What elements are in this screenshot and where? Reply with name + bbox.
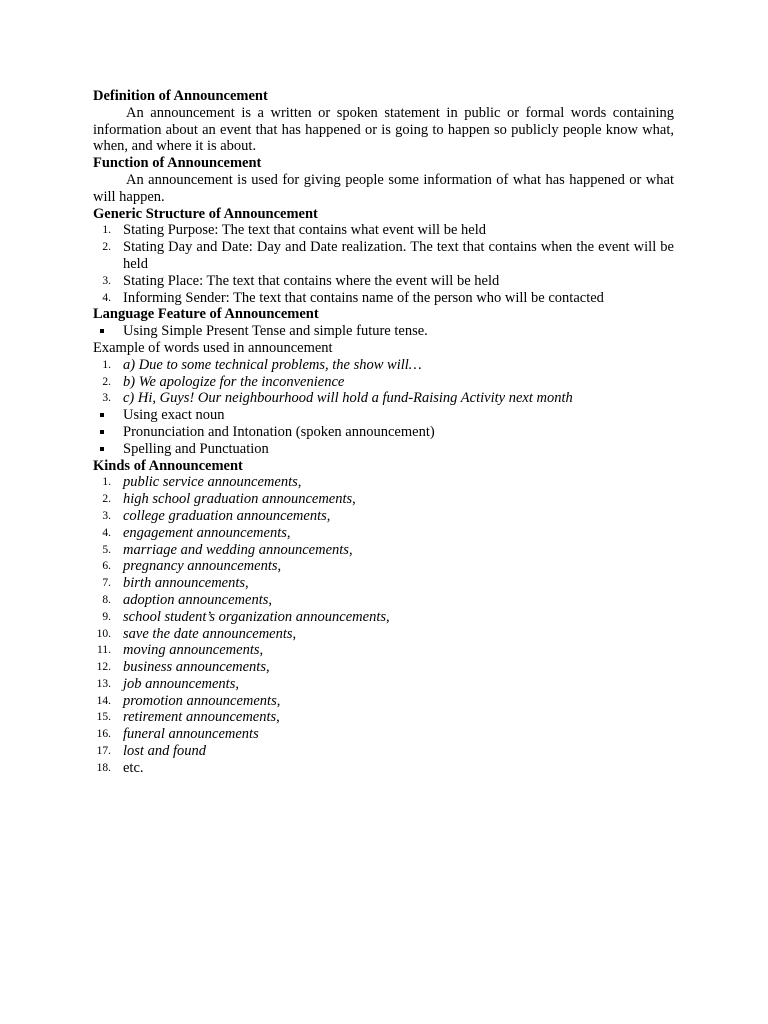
kinds-item <box>93 693 674 710</box>
kinds-item-suffix: , <box>276 692 281 709</box>
kinds-item <box>93 474 674 491</box>
kinds-item-suffix: , <box>277 558 282 575</box>
kinds-item-text: school student’s organization announcements <box>123 608 387 625</box>
language-bullet-list <box>93 323 674 340</box>
kinds-item-text: retirement announcements <box>123 709 277 726</box>
structure-item <box>93 290 674 307</box>
kinds-item-suffix: , <box>352 491 356 508</box>
kinds-item <box>93 525 674 542</box>
language-bullet-text: Spelling and Punctuation <box>123 440 269 457</box>
kinds-item-text: lost and found <box>123 743 206 760</box>
kinds-item-text: moving announcements <box>123 642 260 659</box>
structure-heading: Generic Structure of Announcement <box>93 205 318 222</box>
kinds-item-text: job announcements <box>123 675 236 692</box>
kinds-item-text: pregnancy announcements <box>123 558 278 575</box>
kinds-item-suffix: , <box>326 507 331 524</box>
language-bullet-text: Using Simple Present Tense and simple future tense. <box>123 323 428 340</box>
list-number: 9. <box>102 610 111 623</box>
kinds-item <box>93 642 674 659</box>
example-item <box>93 390 674 407</box>
kinds-item <box>93 676 674 693</box>
kinds-item-text: promotion announcements <box>123 692 277 709</box>
kinds-item-suffix: , <box>386 608 390 625</box>
function-paragraph: An announcement is used for giving people some information of what has happened or what will happen. <box>93 171 674 205</box>
kinds-item-suffix: , <box>259 642 264 659</box>
language-bullet-item <box>93 424 674 441</box>
example-item-text: a) Due to some technical problems, the show will… <box>123 356 422 373</box>
kinds-item-text: save the date announcements <box>123 625 293 642</box>
language-heading: Language Feature of Announcement <box>93 306 319 323</box>
square-bullet-icon <box>100 329 104 333</box>
kinds-item <box>93 709 674 726</box>
kinds-list <box>93 474 674 776</box>
language-bullet-item <box>93 323 674 340</box>
kinds-item-text: college graduation announcements <box>123 507 327 524</box>
list-number: 8. <box>102 593 111 606</box>
list-number: 4. <box>102 291 111 304</box>
structure-list <box>93 222 674 306</box>
kinds-item <box>93 760 674 777</box>
kinds-item-suffix: , <box>245 575 249 592</box>
list-number: 17. <box>96 745 111 758</box>
structure-item-text: Informing Sender: The text that contains name of the person who will be contacted <box>123 289 604 306</box>
example-item <box>93 357 674 374</box>
list-number: 10. <box>96 627 111 640</box>
list-number: 2. <box>102 241 111 254</box>
example-item <box>93 374 674 391</box>
document-page <box>93 88 674 777</box>
list-number: 4. <box>102 526 111 539</box>
kinds-item-suffix: , <box>235 675 239 692</box>
structure-item <box>93 222 674 239</box>
square-bullet-icon <box>100 430 104 434</box>
list-number: 11. <box>97 644 111 657</box>
example-list <box>93 357 674 407</box>
list-number: 12. <box>96 661 111 674</box>
list-number: 6. <box>102 560 111 573</box>
kinds-item <box>93 726 674 743</box>
kinds-item-text: engagement announcements <box>123 524 287 541</box>
kinds-item-text: high school graduation announcements <box>123 491 353 508</box>
list-number: 1. <box>102 476 111 489</box>
kinds-item <box>93 592 674 609</box>
structure-item-text: Stating Day and Date: Day and Date realization. The text that contains when the event will be held <box>123 239 674 272</box>
kinds-item-text: public service announcements <box>123 474 298 491</box>
list-number: 2. <box>102 375 111 388</box>
kinds-item-text: etc. <box>123 759 144 776</box>
list-number: 2. <box>102 493 111 506</box>
language-bullet-text: Pronunciation and Intonation (spoken announcement) <box>123 423 435 440</box>
kinds-item-suffix: , <box>265 659 270 676</box>
kinds-item-text: adoption announcements <box>123 591 269 608</box>
language-bullet-item <box>93 407 674 424</box>
kinds-item-suffix: , <box>268 591 273 608</box>
structure-item <box>93 273 674 290</box>
list-number: 15. <box>96 711 111 724</box>
kinds-item-text: birth announcements <box>123 575 246 592</box>
kinds-item-suffix: , <box>297 474 302 491</box>
structure-item-text: Stating Purpose: The text that contains what event will be held <box>123 222 486 239</box>
kinds-item <box>93 508 674 525</box>
kinds-item <box>93 542 674 559</box>
kinds-item-text: funeral announcements <box>123 726 259 743</box>
language-bullet-list-2 <box>93 407 674 457</box>
kinds-item-text: marriage and wedding announcements <box>123 541 349 558</box>
list-number: 16. <box>96 728 111 741</box>
example-item-text: c) Hi, Guys! Our neighbourhood will hold a fund-Raising Activity next month <box>123 390 573 407</box>
kinds-item <box>93 743 674 760</box>
language-bullet-item <box>93 441 674 458</box>
list-number: 18. <box>96 761 111 774</box>
square-bullet-icon <box>100 447 104 451</box>
list-number: 1. <box>102 224 111 237</box>
kinds-item-suffix: , <box>276 709 280 726</box>
list-number: 7. <box>102 577 111 590</box>
structure-item-text: Stating Place: The text that contains where the event will be held <box>123 272 500 289</box>
kinds-item <box>93 558 674 575</box>
kinds-item <box>93 659 674 676</box>
kinds-item-suffix: , <box>292 625 297 642</box>
structure-item <box>93 239 674 273</box>
list-number: 14. <box>96 694 111 707</box>
kinds-item-text: business announcements <box>123 659 266 676</box>
example-label: Example of words used in announcement <box>93 339 333 356</box>
example-item-text: b) We apologize for the inconvenience <box>123 373 345 390</box>
kinds-item <box>93 609 674 626</box>
list-number: 3. <box>102 392 111 405</box>
definition-heading: Definition of Announcement <box>93 88 268 104</box>
kinds-item <box>93 575 674 592</box>
function-heading: Function of Announcement <box>93 155 262 172</box>
list-number: 3. <box>102 274 111 287</box>
kinds-item <box>93 491 674 508</box>
definition-paragraph: An announcement is a written or spoken statement in public or formal words containing information about an event that has happened or is going to happen so publicly people know what, when, and where it is about. <box>93 104 674 155</box>
kinds-item-suffix: , <box>286 524 291 541</box>
list-number: 3. <box>102 509 111 522</box>
language-bullet-text: Using exact noun <box>123 407 225 424</box>
square-bullet-icon <box>100 413 104 417</box>
list-number: 5. <box>102 543 111 556</box>
list-number: 13. <box>96 677 111 690</box>
kinds-item <box>93 626 674 643</box>
kinds-heading: Kinds of Announcement <box>93 457 243 474</box>
kinds-item-suffix: , <box>348 541 353 558</box>
list-number: 1. <box>102 358 111 371</box>
